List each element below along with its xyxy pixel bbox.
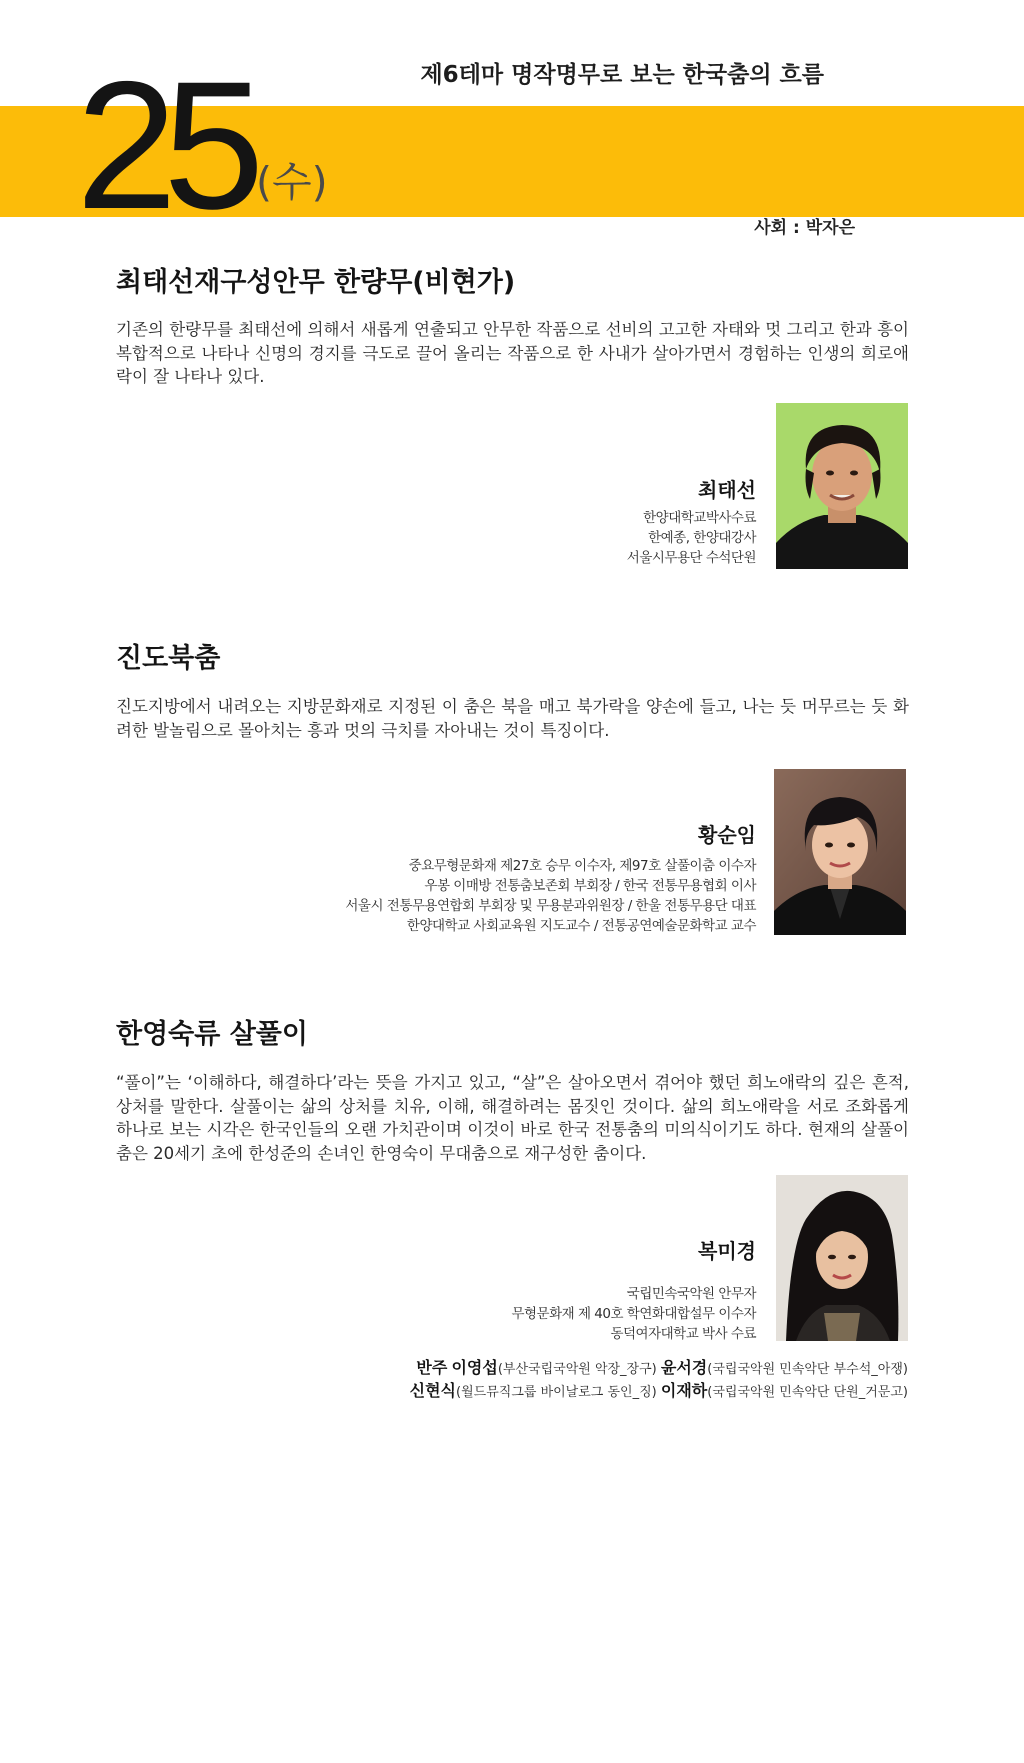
section-title-hallyangmu: 최태선재구성안무 한량무(비현가) [116, 267, 516, 298]
performer-name: 황순임 [698, 823, 756, 847]
musician-name: 윤서경 [660, 1358, 708, 1377]
credential-line: 중요무형문화재 제27호 승무 이수자, 제97호 살풀이춤 이수자 [408, 858, 756, 874]
section-title-salpuri: 한영숙류 살풀이 [116, 1019, 308, 1050]
moderator-label: 사회 : 박자은 [754, 218, 855, 238]
musician-name: 이재하 [660, 1381, 708, 1400]
credential-line: 서울시무용단 수석단원 [626, 550, 756, 566]
performer-credentials [0, 1284, 756, 1344]
performer-name: 복미경 [698, 1239, 756, 1263]
credential-line: 한양대학교박사수료 [643, 510, 756, 526]
weekday-label: (수) [256, 158, 328, 206]
musician-name: 신현식 [409, 1381, 457, 1400]
portrait-illustration [774, 769, 906, 935]
portrait-illustration [776, 403, 908, 569]
credential-line: 한예종, 한양대강사 [648, 530, 756, 546]
portrait-illustration [776, 1175, 908, 1341]
credential-line: 동덕여자대학교 박사 수료 [610, 1326, 756, 1342]
section-description-salpuri: “풀이”는 ‘이해하다, 해결하다’라는 뜻을 가지고 있고, “살”은 살아오면서 겪어야 했던 희노애락의 깊은 흔적, 상처를 말한다. 살풀이는 삶의 상처를 치유, 이해, 해결하려는 몸짓인 것이다. 삶의 희노애락을 서로 조화롭게 하나로 보는 시각은 한국인들의 오랜 가치관이며 이것이 바로 한국 전통춤의 미의식이기도 하다. 현재의 살풀이춤은 20세기 초에 한성준의 손녀인 한영숙이 무대춤으로 재구성한 춤이다. [116, 1073, 909, 1163]
performer-credentials [0, 508, 756, 568]
musician-role: (부산국립국악원 악장_장구) [497, 1362, 657, 1377]
date-number: 25 [76, 43, 251, 247]
musician-name: 이영섭 [451, 1358, 498, 1377]
musician-role: (월드뮤직그룹 바이날로그 동인_징) [456, 1385, 657, 1400]
section-description-hallyangmu: 기존의 한량무를 최태선에 의해서 새롭게 연출되고 안무한 작품으로 선비의 고고한 자태와 멋 그리고 한과 흥이 복합적으로 나타나 신명의 경지를 극도로 끌어 올리는 작품으로 한 사내가 살아가면서 경험하는 인생의 희로애락이 잘 나타나 있다. [116, 320, 909, 386]
credential-line: 한양대학교 사회교육원 지도교수 / 전통공연예술문화학교 교수 [406, 918, 756, 934]
portrait-photo [774, 769, 906, 935]
musician-role: (국립국악원 민속악단 단원_거문고) [707, 1385, 908, 1400]
performer-credentials [0, 856, 756, 936]
accompaniment-line [0, 1380, 908, 1404]
section-title-jindo-bukchum: 진도북춤 [116, 643, 221, 674]
portrait-photo [776, 1175, 908, 1341]
musician-role: (국립국악원 민속악단 부수석_아쟁) [707, 1362, 908, 1377]
performer-name: 최태선 [698, 478, 756, 502]
portrait-photo [776, 403, 908, 569]
accompaniment-label: 반주 [416, 1358, 448, 1377]
credential-line: 서울시 전통무용연합회 부회장 및 무용분과위원장 / 한울 전통무용단 대표 [345, 898, 756, 914]
credential-line: 국립민속국악원 안무자 [626, 1286, 756, 1302]
credential-line: 우봉 이매방 전통춤보존회 부회장 / 한국 전통무용협회 이사 [424, 878, 756, 894]
credential-line: 무형문화재 제 40호 학연화대합설무 이수자 [511, 1306, 756, 1322]
theme-title: 제6테마 명작명무로 보는 한국춤의 흐름 [420, 62, 824, 88]
section-description-jindo-bukchum: 진도지방에서 내려오는 지방문화재로 지정된 이 춤은 북을 매고 북가락을 양손에 들고, 나는 듯 머무르는 듯 화려한 발놀림으로 몰아치는 흥과 멋의 극치를 자아내는 것이 특징이다. [116, 697, 909, 740]
accompaniment-line [0, 1357, 908, 1381]
